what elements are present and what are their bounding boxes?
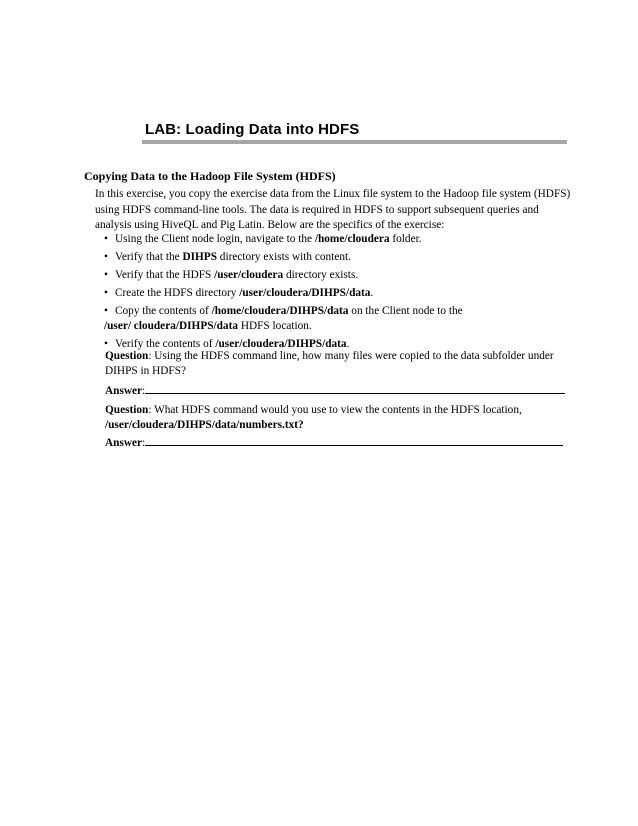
bullet-icon: •	[104, 233, 108, 245]
answer-row-2	[105, 434, 570, 451]
bullet-icon: •	[104, 287, 108, 299]
step-path: /user/cloudera/DIHPS/data	[215, 338, 347, 350]
step-text: folder.	[389, 233, 422, 245]
question-path: /user/cloudera/DIHPS/data/numbers.txt?	[105, 419, 304, 431]
step-text: directory exists with content.	[216, 251, 351, 263]
list-item	[104, 250, 574, 265]
step-path: /home/cloudera	[314, 233, 390, 245]
step-text: on the Client node to the	[348, 305, 463, 317]
list-item	[104, 268, 574, 283]
bullet-icon: •	[104, 269, 108, 281]
list-item	[104, 232, 574, 247]
intro-paragraph: In this exercise, you copy the exercise data from the Linux file system to the Hadoop file system (HDFS) using HDFS command-line tools. The data is required in HDFS to support subsequent queries and analysis using HiveQL and Pig Latin. Below are the specifics of the exercise:	[95, 188, 571, 231]
title-underline-rule	[142, 140, 567, 144]
question-label: Question	[105, 404, 149, 416]
question-label: Question	[105, 350, 149, 362]
step-path: DIHPS	[182, 251, 217, 263]
step-text: Using the Client node login, navigate to the	[115, 233, 315, 245]
step-text: Verify that the	[115, 251, 183, 263]
question-text: : What HDFS command would you use to view the contents in the HDFS location,	[148, 404, 522, 416]
step-path: /user/ cloudera/DIHPS/data	[104, 320, 238, 332]
answer-blank-line[interactable]	[145, 382, 565, 394]
question-block-2	[105, 403, 570, 433]
bullet-icon: •	[104, 305, 108, 317]
step-continuation	[104, 319, 574, 334]
step-text: Copy the contents of	[115, 305, 212, 317]
question-text: : Using the HDFS command line, how many files were copied to the data subfolder under DIHPS in HDFS?	[105, 350, 554, 377]
question-block-1	[105, 349, 570, 379]
answer-colon: :	[142, 437, 146, 449]
answer-label: Answer	[105, 385, 143, 397]
step-text: HDFS location.	[238, 320, 312, 332]
answer-colon: :	[142, 385, 146, 397]
answer-blank-line[interactable]	[145, 434, 563, 446]
step-path: /user/cloudera	[214, 269, 284, 281]
lab-title: LAB: Loading Data into HDFS	[145, 121, 360, 138]
exercise-steps-list	[104, 232, 574, 355]
section-heading: Copying Data to the Hadoop File System (HDFS)	[84, 169, 336, 183]
list-item	[104, 304, 574, 334]
list-item	[104, 286, 574, 301]
answer-row-1	[105, 382, 570, 399]
step-text: .	[346, 338, 350, 350]
step-text: Verify that the HDFS	[115, 269, 215, 281]
bullet-icon: •	[104, 251, 108, 263]
step-path: /home/cloudera/DIHPS/data	[211, 305, 349, 317]
step-text: .	[370, 287, 374, 299]
answer-label: Answer	[105, 437, 143, 449]
step-path: /user/cloudera/DIHPS/data	[239, 287, 371, 299]
step-text: Create the HDFS directory	[115, 287, 240, 299]
bullet-icon: •	[104, 338, 108, 350]
step-text: directory exists.	[283, 269, 359, 281]
step-text: Verify the contents of	[115, 338, 216, 350]
